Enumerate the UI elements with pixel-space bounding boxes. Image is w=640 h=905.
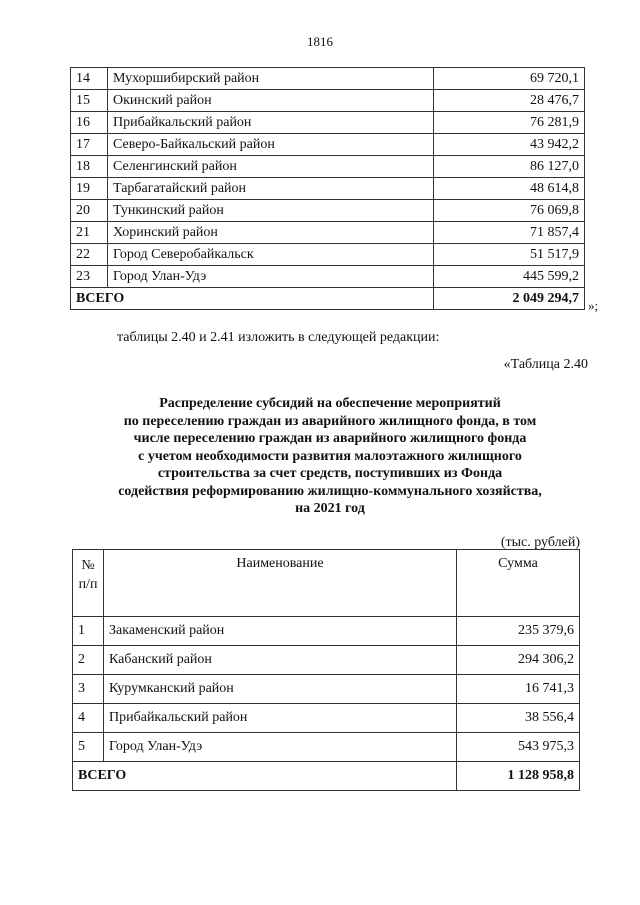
row-number: 16: [71, 112, 108, 134]
row-name: Прибайкальский район: [108, 112, 434, 134]
row-sum: 76 069,8: [434, 200, 585, 222]
row-sum: 16 741,3: [457, 675, 580, 704]
row-sum: 51 517,9: [434, 244, 585, 266]
table-row: [73, 617, 580, 646]
table-row: [71, 112, 585, 134]
header-number-line2: п/п: [78, 577, 98, 592]
row-number: 1: [73, 617, 104, 646]
row-sum: 69 720,1: [434, 68, 585, 90]
table-row: [73, 646, 580, 675]
row-name: Прибайкальский район: [104, 704, 457, 733]
row-number: 18: [71, 156, 108, 178]
row-sum: 43 942,2: [434, 134, 585, 156]
row-number: 2: [73, 646, 104, 675]
header-number: [73, 550, 104, 617]
row-sum: 235 379,6: [457, 617, 580, 646]
table-caption: «Таблица 2.40: [503, 357, 588, 372]
header-name: Наименование: [104, 550, 457, 617]
row-number: 17: [71, 134, 108, 156]
row-number: 21: [71, 222, 108, 244]
table-row: [71, 68, 585, 90]
row-name: Тункинский район: [108, 200, 434, 222]
units-note: (тыс. рублей): [500, 535, 580, 550]
row-sum: 445 599,2: [434, 266, 585, 288]
table-row: [71, 178, 585, 200]
row-sum: 86 127,0: [434, 156, 585, 178]
total-sum: 1 128 958,8: [457, 762, 580, 791]
subsidy-table-continued: [70, 67, 585, 310]
closing-quote-mark: »;: [588, 298, 599, 313]
row-sum: 294 306,2: [457, 646, 580, 675]
row-sum: 48 614,8: [434, 178, 585, 200]
row-name: Мухоршибирский район: [108, 68, 434, 90]
table-row: [71, 134, 585, 156]
table-row: [71, 244, 585, 266]
document-title: [90, 395, 570, 518]
total-row: [71, 288, 585, 310]
row-sum: 76 281,9: [434, 112, 585, 134]
row-name: Кабанский район: [104, 646, 457, 675]
row-sum: 543 975,3: [457, 733, 580, 762]
table-row: [73, 704, 580, 733]
table-header-row: [73, 550, 580, 617]
header-sum: Сумма: [457, 550, 580, 617]
row-name: Город Улан-Удэ: [104, 733, 457, 762]
table-row: [73, 733, 580, 762]
row-number: 20: [71, 200, 108, 222]
intro-line: таблицы 2.40 и 2.41 изложить в следующей редакции:: [117, 330, 440, 345]
row-number: 3: [73, 675, 104, 704]
title-line: содействия реформированию жилищно-коммунального хозяйства,: [118, 483, 542, 499]
row-number: 23: [71, 266, 108, 288]
table-row: [71, 266, 585, 288]
row-name: Хоринский район: [108, 222, 434, 244]
table-row: [71, 156, 585, 178]
row-name: Город Улан-Удэ: [108, 266, 434, 288]
row-number: 5: [73, 733, 104, 762]
header-number-line1: №: [81, 558, 95, 573]
row-number: 4: [73, 704, 104, 733]
total-label: ВСЕГО: [73, 762, 457, 791]
row-name: Тарбагатайский район: [108, 178, 434, 200]
total-label: ВСЕГО: [71, 288, 434, 310]
row-name: Окинский район: [108, 90, 434, 112]
row-number: 15: [71, 90, 108, 112]
row-name: Курумканский район: [104, 675, 457, 704]
table-row: [73, 675, 580, 704]
row-name: Закаменский район: [104, 617, 457, 646]
row-number: 22: [71, 244, 108, 266]
title-line: строительства за счет средств, поступивших из Фонда: [157, 466, 503, 481]
row-number: 14: [71, 68, 108, 90]
row-sum: 71 857,4: [434, 222, 585, 244]
row-sum: 38 556,4: [457, 704, 580, 733]
title-line: на 2021 год: [295, 501, 365, 516]
title-line: с учетом необходимости развития малоэтажного жилищного: [138, 448, 522, 464]
table-row: [71, 222, 585, 244]
row-name: Город Северобайкальск: [108, 244, 434, 266]
row-name: Северо-Байкальский район: [108, 134, 434, 156]
table-row: [71, 200, 585, 222]
total-sum: 2 049 294,7: [434, 288, 585, 310]
row-name: Селенгинский район: [108, 156, 434, 178]
total-row: [73, 762, 580, 791]
title-line: числе переселению граждан из аварийного жилищного фонда: [133, 431, 527, 446]
table-row: [71, 90, 585, 112]
row-number: 19: [71, 178, 108, 200]
page-number: 1816: [307, 34, 333, 49]
subsidy-table-2021: [72, 549, 580, 791]
row-sum: 28 476,7: [434, 90, 585, 112]
title-line: Распределение субсидий на обеспечение мероприятий: [159, 396, 501, 411]
title-line: по переселению граждан из аварийного жилищного фонда, в том: [123, 413, 537, 429]
